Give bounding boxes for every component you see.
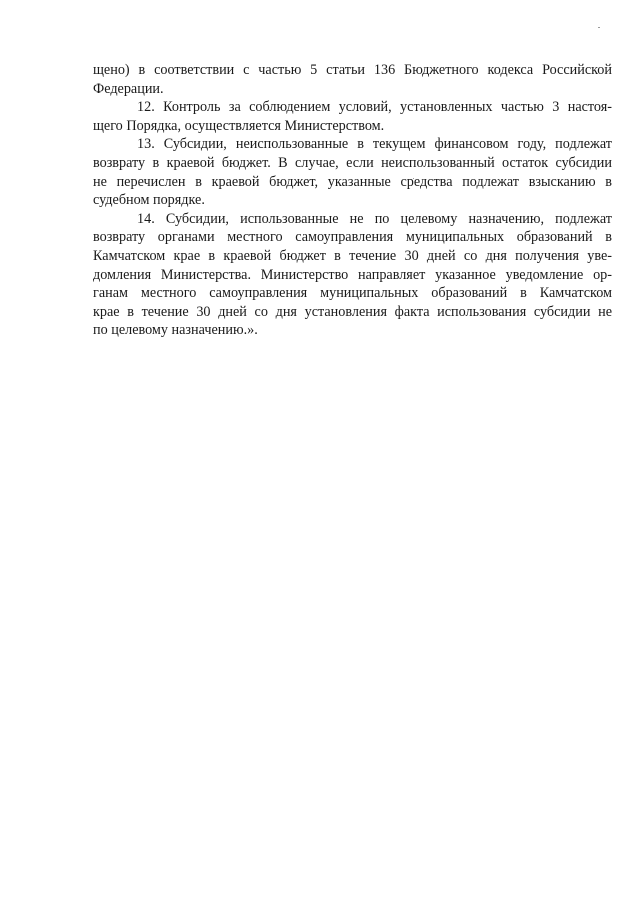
text-line: домления Министерства. Министерство направляет указанное уведомление ор- (93, 266, 612, 283)
scan-speck (598, 27, 600, 28)
paragraph-item-13 (93, 135, 612, 209)
text-line: Камчатском крае в краевой бюджет в течение 30 дней со дня получения уве- (93, 247, 612, 264)
text-line: щено) в соответствии с частью 5 статьи 136 Бюджетного кодекса Российской (93, 62, 612, 78)
document-body (93, 61, 612, 340)
text-line: крае в течение 30 дней со дня установления факта использования субсидии не (93, 303, 612, 320)
text-line: ганам местного самоуправления муниципальных образований в Камчатском (93, 285, 612, 302)
text-line: Федерации. (93, 80, 164, 97)
paragraph-item-12 (93, 98, 612, 135)
text-line: возврату в краевой бюджет. В случае, если неиспользованный остаток субсидии (93, 154, 612, 171)
text-line: по целевому назначению.». (93, 322, 258, 339)
paragraph-continuation (93, 61, 612, 98)
text-line: судебном порядке. (93, 192, 205, 209)
text-line: щего Порядка, осуществляется Министерством. (93, 117, 385, 134)
text-line: 14. Субсидии, использованные не по целевому назначению, подлежат (137, 210, 612, 227)
text-line: 12. Контроль за соблюдением условий, установленных частью 3 настоя- (137, 99, 612, 116)
paragraph-item-14 (93, 210, 612, 340)
text-line: не перечислен в краевой бюджет, указанные средства подлежат взысканию в (93, 173, 612, 190)
text-line: возврату органами местного самоуправления муниципальных образований в (93, 229, 612, 246)
text-line: 13. Субсидии, неиспользованные в текущем финансовом году, подлежат (137, 136, 612, 153)
